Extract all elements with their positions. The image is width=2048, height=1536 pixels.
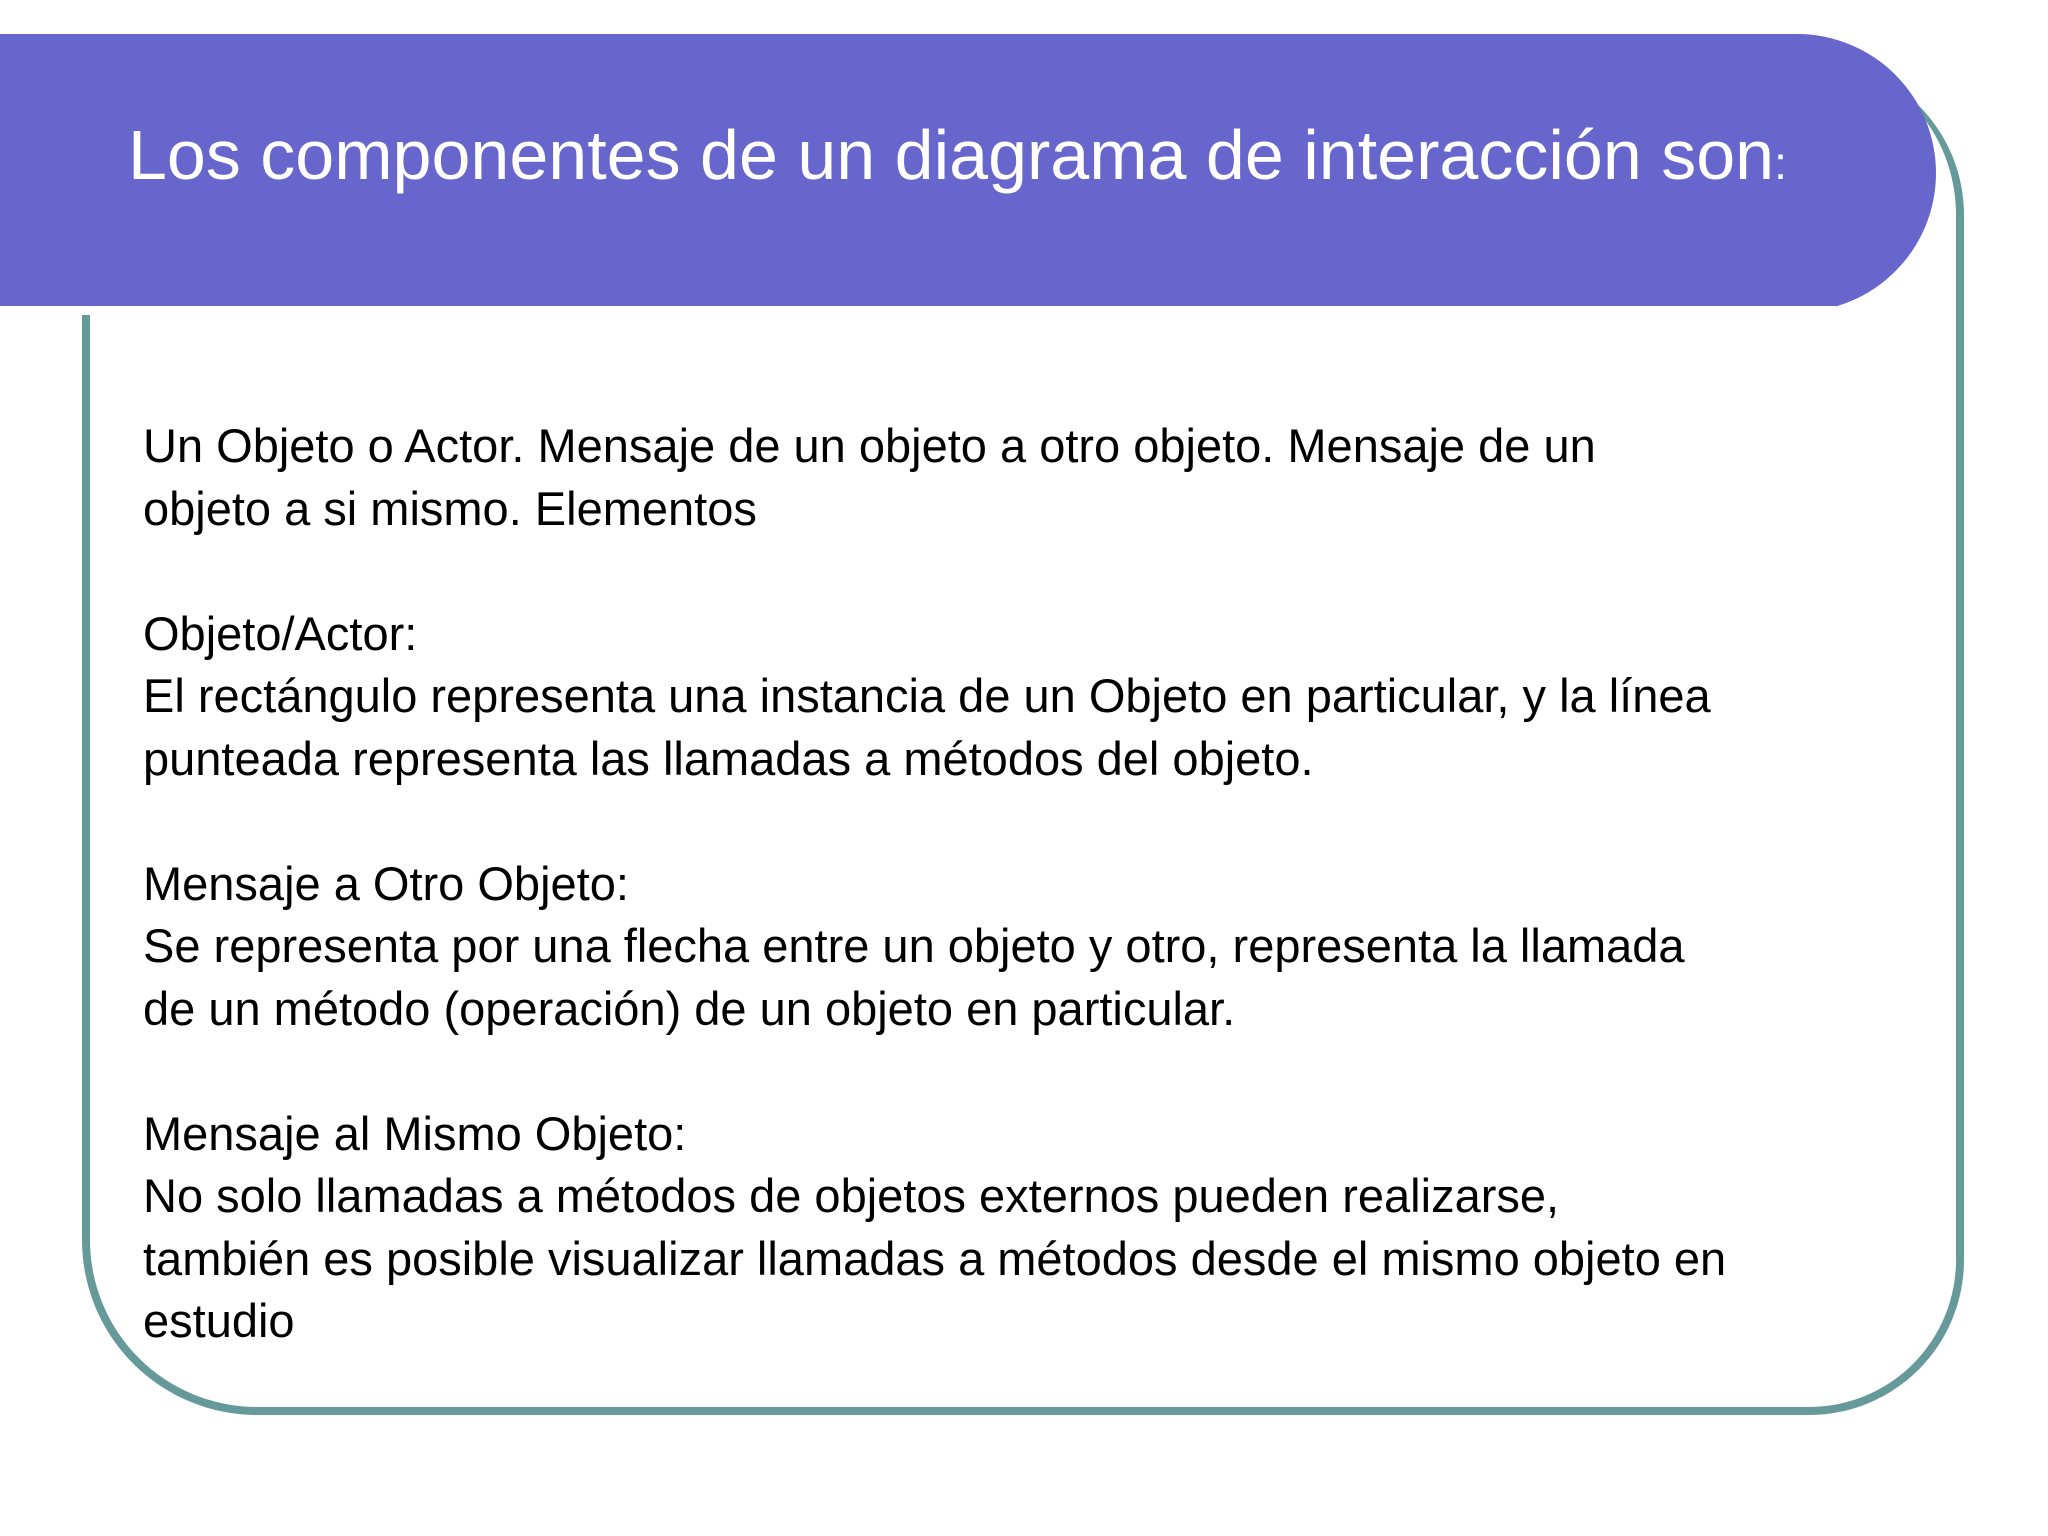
body-line: también es posible visualizar llamadas a métodos desde el mismo objeto en [143,1231,1727,1285]
slide-body [143,415,1903,1353]
body-line: objeto a si mismo. Elementos [143,481,757,535]
body-line: El rectángulo representa una instancia de un Objeto en particular, y la línea [143,669,1711,722]
section-heading: Mensaje a Otro Objeto: [143,856,629,910]
paragraph-mensaje-mismo-objeto [143,1103,1903,1353]
paragraph-mensaje-otro-objeto [143,853,1903,1041]
title-divider [0,306,1836,315]
paragraph-objeto-actor [143,603,1903,791]
slide-title [128,110,1787,208]
body-line: No solo llamadas a métodos de objetos externos pueden realizarse, [143,1169,1560,1222]
paragraph-intro [143,415,1903,540]
body-line: Un Objeto o Actor. Mensaje de un objeto a otro objeto. Mensaje de un [143,419,1596,472]
body-line: Se representa por una flecha entre un objeto y otro, representa la llamada [143,919,1685,972]
body-line: de un método (operación) de un objeto en particular. [143,981,1236,1035]
slide-title-colon: : [1774,137,1787,189]
body-line: estudio [143,1294,295,1347]
section-heading: Objeto/Actor: [143,606,418,660]
section-heading: Mensaje al Mismo Objeto: [143,1106,687,1160]
slide-title-text: Los componentes de un diagrama de interacción son [128,116,1775,194]
body-line: punteada representa las llamadas a métodos del objeto. [143,731,1314,785]
